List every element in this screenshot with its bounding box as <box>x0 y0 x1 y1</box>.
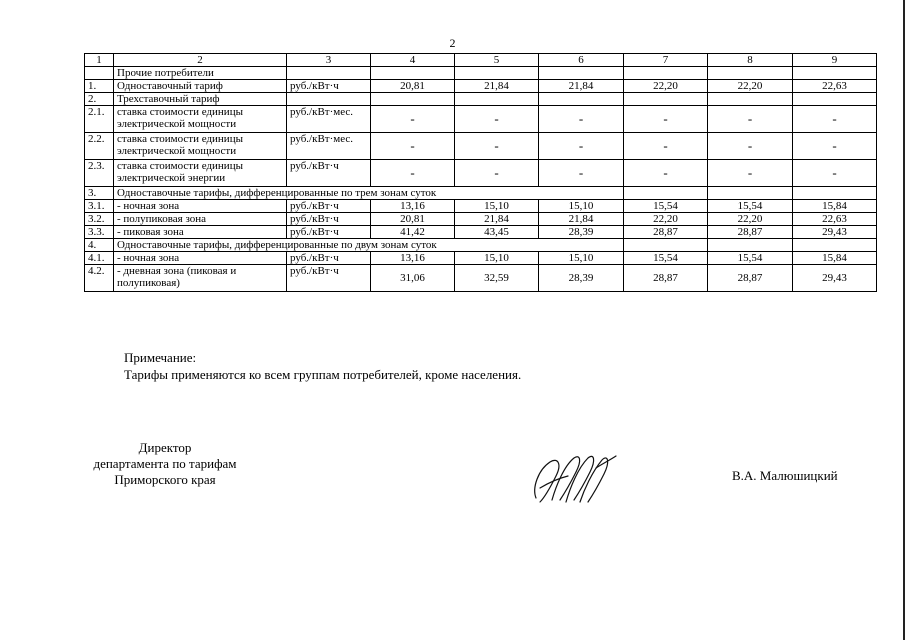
value-cell <box>539 93 624 106</box>
tariff-table <box>84 53 877 292</box>
value-cell: 43,45 <box>455 226 539 239</box>
empty-cell <box>624 67 708 80</box>
unit-cell: руб./кВт·мес. <box>287 133 371 160</box>
table-row <box>85 133 877 160</box>
table-row <box>85 93 877 106</box>
value-cell: - <box>793 106 877 133</box>
table-row <box>85 200 877 213</box>
section-title: Одноставочные тарифы, дифференцированные по двум зонам суток <box>114 239 624 252</box>
empty-cell <box>455 67 539 80</box>
empty-cell <box>708 187 793 200</box>
value-cell <box>455 93 539 106</box>
signatory-title <box>70 440 260 488</box>
value-cell: - <box>708 160 793 187</box>
value-cell: 21,84 <box>539 213 624 226</box>
row-number: 1. <box>85 80 114 93</box>
row-number: 3.2. <box>85 213 114 226</box>
empty-cell <box>708 239 793 252</box>
empty-cell <box>539 67 624 80</box>
value-cell: 15,84 <box>793 252 877 265</box>
row-number: 2.2. <box>85 133 114 160</box>
empty-cell <box>85 67 114 80</box>
value-cell: 13,16 <box>371 200 455 213</box>
row-number: 3.1. <box>85 200 114 213</box>
section-row <box>85 239 877 252</box>
value-cell: - <box>708 106 793 133</box>
unit-cell: руб./кВт·ч <box>287 252 371 265</box>
value-cell: 28,87 <box>708 226 793 239</box>
value-cell: - <box>793 133 877 160</box>
table-row <box>85 226 877 239</box>
row-number: 3.3. <box>85 226 114 239</box>
row-name: ставка стоимости единицы электрической мощности <box>114 106 287 133</box>
value-cell: - <box>539 133 624 160</box>
value-cell: - <box>539 106 624 133</box>
row-name: Трехставочный тариф <box>114 93 287 106</box>
header-cell: 6 <box>539 54 624 67</box>
row-name: - ночная зона <box>114 252 287 265</box>
row-number: 3. <box>85 187 114 200</box>
value-cell: - <box>624 160 708 187</box>
table-row <box>85 80 877 93</box>
value-cell: 29,43 <box>793 265 877 292</box>
value-cell: 15,54 <box>624 200 708 213</box>
value-cell: 28,39 <box>539 226 624 239</box>
group-title: Прочие потребители <box>114 67 287 80</box>
value-cell: - <box>371 106 455 133</box>
table-row <box>85 160 877 187</box>
row-name: - ночная зона <box>114 200 287 213</box>
value-cell: 15,10 <box>539 252 624 265</box>
value-cell: 21,84 <box>455 213 539 226</box>
row-name: ставка стоимости единицы электрической мощности <box>114 133 287 160</box>
value-cell: - <box>455 160 539 187</box>
value-cell: 41,42 <box>371 226 455 239</box>
row-number: 4. <box>85 239 114 252</box>
value-cell: 13,16 <box>371 252 455 265</box>
note-block <box>124 349 521 383</box>
value-cell: 22,20 <box>624 80 708 93</box>
value-cell <box>708 93 793 106</box>
row-number: 4.1. <box>85 252 114 265</box>
header-cell: 3 <box>287 54 371 67</box>
empty-cell <box>793 187 877 200</box>
value-cell: 21,84 <box>539 80 624 93</box>
value-cell: - <box>708 133 793 160</box>
value-cell: 15,54 <box>708 200 793 213</box>
header-cell: 2 <box>114 54 287 67</box>
unit-cell: руб./кВт·мес. <box>287 106 371 133</box>
signatory-line-3: Приморского края <box>114 472 216 487</box>
unit-cell: руб./кВт·ч <box>287 213 371 226</box>
value-cell: 22,20 <box>624 213 708 226</box>
table-row <box>85 213 877 226</box>
signatory-name: В.А. Малюшицкий <box>732 468 838 483</box>
value-cell: 28,39 <box>539 265 624 292</box>
header-cell: 7 <box>624 54 708 67</box>
header-cell: 4 <box>371 54 455 67</box>
value-cell <box>371 93 455 106</box>
note-title: Примечание: <box>124 350 197 365</box>
value-cell: - <box>455 106 539 133</box>
value-cell: - <box>539 160 624 187</box>
unit-cell: руб./кВт·ч <box>287 160 371 187</box>
row-name: ставка стоимости единицы электрической энергии <box>114 160 287 187</box>
table-row <box>85 106 877 133</box>
row-name: - дневная зона (пиковая и полупиковая) <box>114 265 287 292</box>
empty-cell <box>371 67 455 80</box>
header-cell: 5 <box>455 54 539 67</box>
value-cell: 22,63 <box>793 80 877 93</box>
section-title: Одноставочные тарифы, дифференцированные по трем зонам суток <box>114 187 624 200</box>
empty-cell <box>793 239 877 252</box>
value-cell <box>624 93 708 106</box>
page-number: 2 <box>449 36 456 50</box>
value-cell <box>793 93 877 106</box>
row-number: 4.2. <box>85 265 114 292</box>
note-text: Тарифы применяются ко всем группам потребителей, кроме населения. <box>124 367 522 382</box>
group-title-row <box>85 67 877 80</box>
empty-cell <box>624 239 708 252</box>
empty-cell <box>793 67 877 80</box>
value-cell: 15,84 <box>793 200 877 213</box>
value-cell: 21,84 <box>455 80 539 93</box>
value-cell: 22,20 <box>708 213 793 226</box>
unit-cell: руб./кВт·ч <box>287 80 371 93</box>
value-cell: - <box>371 160 455 187</box>
value-cell: 28,87 <box>624 226 708 239</box>
unit-cell: руб./кВт·ч <box>287 200 371 213</box>
value-cell: 29,43 <box>793 226 877 239</box>
signatory-line-1: Директор <box>138 440 192 455</box>
value-cell: 15,10 <box>539 200 624 213</box>
value-cell: 22,20 <box>708 80 793 93</box>
row-name: - пиковая зона <box>114 226 287 239</box>
value-cell: 20,81 <box>371 80 455 93</box>
value-cell: 28,87 <box>708 265 793 292</box>
value-cell: 15,10 <box>455 200 539 213</box>
handwritten-signature <box>530 448 620 508</box>
value-cell: 31,06 <box>371 265 455 292</box>
table-row <box>85 252 877 265</box>
section-row <box>85 187 877 200</box>
value-cell: - <box>371 133 455 160</box>
value-cell: - <box>455 133 539 160</box>
value-cell: 15,10 <box>455 252 539 265</box>
table-row <box>85 265 877 292</box>
value-cell: 15,54 <box>708 252 793 265</box>
empty-cell <box>624 187 708 200</box>
row-name: Одноставочный тариф <box>114 80 287 93</box>
row-number: 2.1. <box>85 106 114 133</box>
row-number: 2. <box>85 93 114 106</box>
header-cell: 9 <box>793 54 877 67</box>
row-name: - полупиковая зона <box>114 213 287 226</box>
value-cell: 28,87 <box>624 265 708 292</box>
table-header-row <box>85 54 877 67</box>
value-cell: 20,81 <box>371 213 455 226</box>
unit-cell <box>287 93 371 106</box>
value-cell: - <box>624 133 708 160</box>
unit-cell: руб./кВт·ч <box>287 226 371 239</box>
value-cell: 22,63 <box>793 213 877 226</box>
unit-cell: руб./кВт·ч <box>287 265 371 292</box>
empty-cell <box>708 67 793 80</box>
value-cell: 32,59 <box>455 265 539 292</box>
header-cell: 8 <box>708 54 793 67</box>
empty-cell <box>287 67 371 80</box>
signatory-line-2: департамента по тарифам <box>93 456 237 471</box>
row-number: 2.3. <box>85 160 114 187</box>
value-cell: 15,54 <box>624 252 708 265</box>
header-cell: 1 <box>85 54 114 67</box>
value-cell: - <box>624 106 708 133</box>
value-cell: - <box>793 160 877 187</box>
